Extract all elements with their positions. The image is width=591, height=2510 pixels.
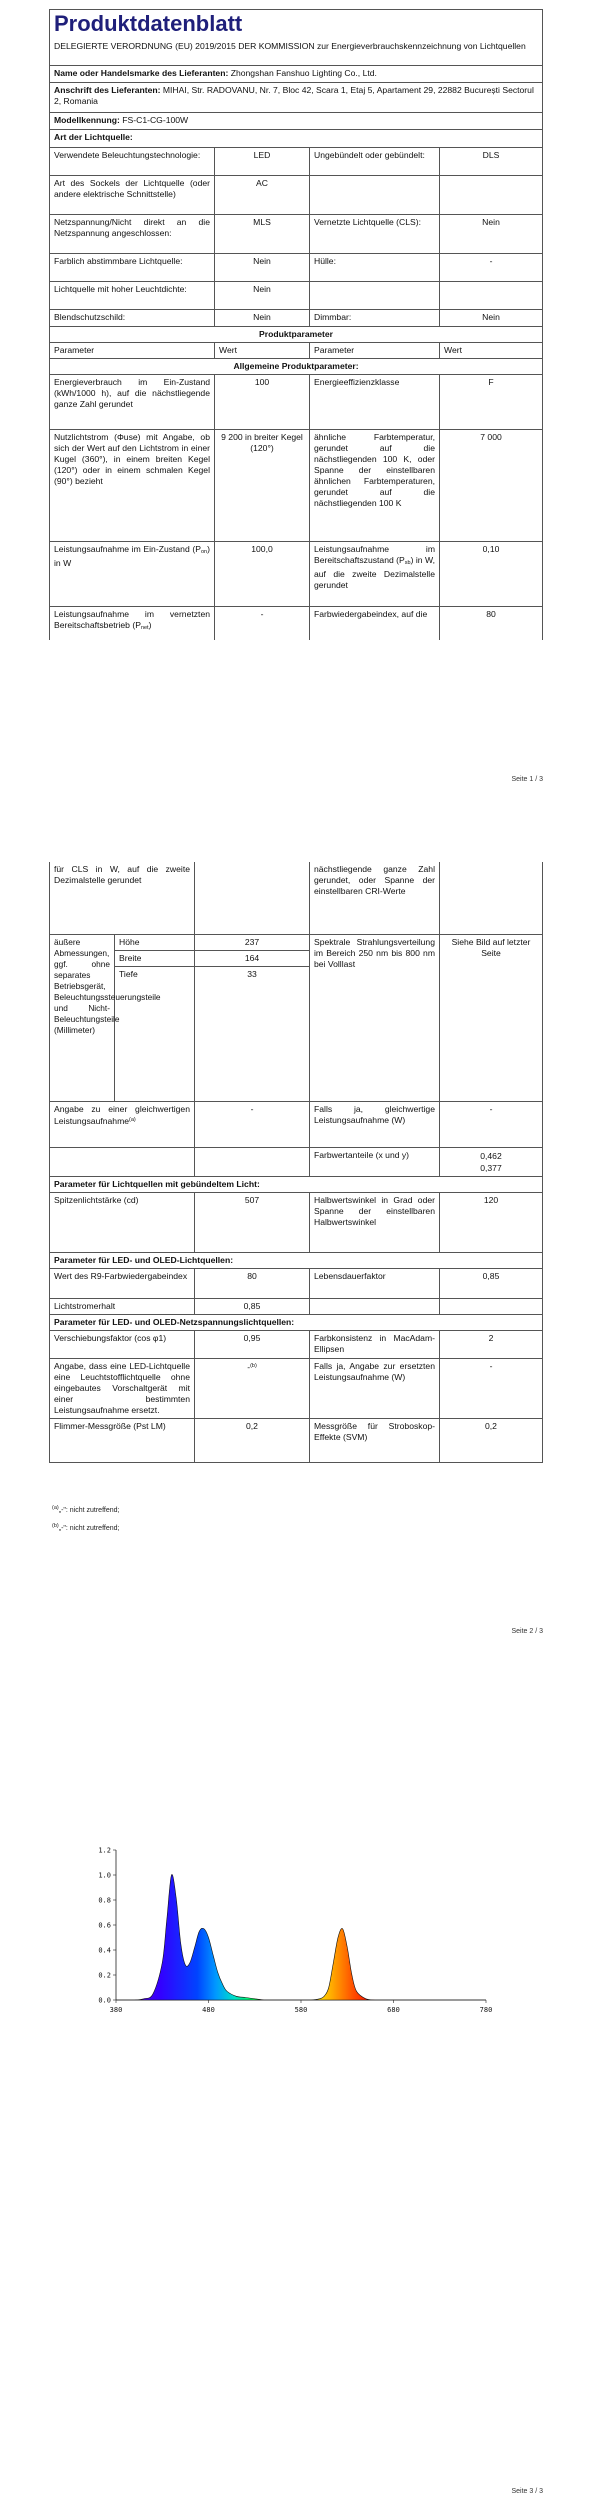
high-luminance-label: Lichtquelle mit hoher Leuchtdichte: bbox=[50, 281, 215, 309]
lumen-maintenance-label: Lichtstromerhalt bbox=[50, 1299, 195, 1315]
connected-value: Nein bbox=[440, 214, 543, 253]
networked-standby-value: - bbox=[215, 606, 310, 640]
x-tick-label: 480 bbox=[202, 2006, 215, 2014]
y-tick-label: 0.8 bbox=[98, 1896, 111, 1905]
connected-label: Vernetzte Lichtquelle (CLS): bbox=[310, 214, 440, 253]
fluorescent-replacement-label: Angabe, dass eine LED-Lichtquelle eine Leuchtstofflichtquelle ohne eingebautes Vorschaltgerät mit einer bestimmten Leistungsaufnahme ersetzt. bbox=[50, 1359, 195, 1419]
spectral-label: Spektrale Strahlungsverteilung im Bereich 250 nm bis 800 nm bei Volllast bbox=[310, 934, 440, 1102]
col-header-value: Wert bbox=[215, 342, 310, 358]
energy-class-value: F bbox=[440, 374, 543, 429]
socket-label: Art des Sockels der Lichtquelle (oder andere elektrische Schnittstelle) bbox=[50, 175, 215, 214]
y-tick-label: 1.2 bbox=[98, 1846, 111, 1855]
flicker-value: 0,2 bbox=[195, 1419, 310, 1463]
macadam-value: 2 bbox=[440, 1331, 543, 1359]
x-tick-label: 380 bbox=[109, 2006, 123, 2014]
dimmable-value: Nein bbox=[440, 309, 543, 326]
chromaticity-value bbox=[440, 1148, 543, 1177]
x-tick-label: 580 bbox=[294, 2006, 308, 2014]
envelope-label: Hülle: bbox=[310, 253, 440, 281]
height-label: Höhe bbox=[115, 934, 195, 950]
dimmable-label: Dimmbar: bbox=[310, 309, 440, 326]
y-tick-label: 0.2 bbox=[98, 1971, 111, 1980]
energy-value: 100 bbox=[215, 374, 310, 429]
y-tick-label: 0.4 bbox=[98, 1946, 111, 1955]
useful-flux-label: Nutzlichtstrom (Φuse) mit Angabe, ob sich der Wert auf den Lichtstrom in einer Kugel (360°), in einem breiten Kegel (120°) oder in einem schmalen Kegel (90°) bezieht bbox=[50, 429, 215, 541]
page-number-3: Seite 3 / 3 bbox=[511, 2488, 543, 2495]
product-sheet-table-1 bbox=[49, 9, 543, 640]
cri-label: Farbwiedergabeindex, auf die bbox=[310, 606, 440, 640]
y-tick-label: 0.0 bbox=[98, 1996, 111, 2005]
mains-value: MLS bbox=[215, 214, 310, 253]
beam-angle-label: Halbwertswinkel in Grad oder Spanne der einstellbaren Halbwertswinkel bbox=[310, 1193, 440, 1253]
depth-value: 33 bbox=[195, 966, 310, 982]
equivalent-power-value: - bbox=[195, 1102, 310, 1148]
r9-label: Wert des R9-Farbwiedergabeindex bbox=[50, 1269, 195, 1299]
standby-power-label: Leistungsaufnahme im Bereitschaftszustand (Psb) in W, auf die zweite Dezimalstelle gerundet bbox=[310, 541, 440, 606]
supplier-address-label: Anschrift des Lieferanten: bbox=[54, 84, 161, 95]
model-row bbox=[50, 112, 543, 129]
anti-glare-value: Nein bbox=[215, 309, 310, 326]
supplier-name-row bbox=[50, 65, 543, 82]
page-3 bbox=[0, 1650, 591, 2510]
page-number-2: Seite 2 / 3 bbox=[511, 1628, 543, 1635]
spectral-value: Siehe Bild auf letzter Seite bbox=[440, 934, 543, 1102]
section-led-mains: Parameter für LED- und OLED-Netzspannungslichtquellen: bbox=[50, 1315, 543, 1331]
standby-power-value: 0,10 bbox=[440, 541, 543, 606]
tech-value: LED bbox=[215, 147, 310, 175]
cct-label: ähnliche Farbtemperatur, gerundet auf die nächstliegenden 100 K, oder Spanne der einstellbaren ähnlichen Farbtemperaturen, gerundet auf die nächstliegenden 100 K bbox=[310, 429, 440, 541]
equivalent-power-yes-value: - bbox=[440, 1102, 543, 1148]
tunable-value: Nein bbox=[215, 253, 310, 281]
networked-standby-label-cont: für CLS in W, auf die zweite Dezimalstelle gerundet bbox=[50, 862, 195, 934]
fluorescent-replacement-value: -$^{(b)}$ bbox=[195, 1359, 310, 1419]
x-tick-label: 780 bbox=[479, 2006, 493, 2014]
flicker-label: Flimmer-Messgröße (Pst LM) bbox=[50, 1419, 195, 1463]
page-title: Produktdatenblatt bbox=[50, 10, 543, 40]
r9-value: 80 bbox=[195, 1269, 310, 1299]
on-mode-power-label: Leistungsaufnahme im Ein-Zustand (Pon) in W bbox=[50, 541, 215, 606]
displacement-factor-value: 0,95 bbox=[195, 1331, 310, 1359]
envelope-value: - bbox=[440, 253, 543, 281]
page-number-1: Seite 1 / 3 bbox=[511, 776, 543, 783]
section-led-oled: Parameter für LED- und OLED-Lichtquellen: bbox=[50, 1253, 543, 1269]
networked-standby-label: Leistungsaufnahme im vernetzten Bereitschaftsbetrieb (Pnet) bbox=[50, 606, 215, 640]
replacement-power-value: - bbox=[440, 1359, 543, 1419]
col-header-parameter: Parameter bbox=[50, 342, 215, 358]
supplier-address: MIHAI, Str. RADOVANU, Nr. 7, Bloc 42, Scara 1, Etaj 5, Apartament 29, 22882 București Sectorul 2, Romania bbox=[54, 84, 534, 106]
displacement-factor-label: Verschiebungsfaktor (cos φ1) bbox=[50, 1331, 195, 1359]
model-label: Modellkennung: bbox=[54, 114, 120, 125]
model-id: FS-C1-CG-100W bbox=[122, 114, 189, 125]
svm-label: Messgröße für Stroboskop-Effekte (SVM) bbox=[310, 1419, 440, 1463]
height-value: 237 bbox=[195, 934, 310, 950]
svm-value: 0,2 bbox=[440, 1419, 543, 1463]
tunable-label: Farblich abstimmbare Lichtquelle: bbox=[50, 253, 215, 281]
unbundled-value: DLS bbox=[440, 147, 543, 175]
width-label: Breite bbox=[115, 950, 195, 966]
replacement-power-label: Falls ja, Angabe zur ersetzten Leistungsaufnahme (W) bbox=[310, 1359, 440, 1419]
chromaticity-label: Farbwertanteile (x und y) bbox=[310, 1148, 440, 1177]
survival-factor-label: Lebensdauerfaktor bbox=[310, 1269, 440, 1299]
x-tick-label: 680 bbox=[387, 2006, 400, 2014]
section-light-source-type: Art der Lichtquelle: bbox=[50, 129, 543, 147]
section-general-parameters: Allgemeine Produktparameter: bbox=[50, 358, 543, 374]
y-tick-label: 0.6 bbox=[98, 1921, 111, 1930]
supplier-address-row bbox=[50, 82, 543, 112]
chromaticity-x: 0,462 bbox=[480, 1151, 502, 1161]
section-directional: Parameter für Lichtquellen mit gebündeltem Licht: bbox=[50, 1177, 543, 1193]
survival-factor-value: 0,85 bbox=[440, 1269, 543, 1299]
col-header-value-2: Wert bbox=[440, 342, 543, 358]
on-mode-power-value: 100,0 bbox=[215, 541, 310, 606]
beam-angle-value: 120 bbox=[440, 1193, 543, 1253]
anti-glare-label: Blendschutzschild: bbox=[50, 309, 215, 326]
useful-flux-value: 9 200 in breiter Kegel (120°) bbox=[215, 429, 310, 541]
depth-label: Tiefe bbox=[115, 966, 195, 982]
cct-value: 7 000 bbox=[440, 429, 543, 541]
mains-label: Netzspannung/Nicht direkt an die Netzspannung angeschlossen: bbox=[50, 214, 215, 253]
page-1 bbox=[0, 0, 591, 790]
spectrum-area bbox=[116, 1874, 486, 2000]
macadam-label: Farbkonsistenz in MacAdam-Ellipsen bbox=[310, 1331, 440, 1359]
high-luminance-value: Nein bbox=[215, 281, 310, 309]
width-value: 164 bbox=[195, 950, 310, 966]
spectral-distribution-chart bbox=[88, 1840, 508, 2020]
supplier-name: Zhongshan Fanshuo Lighting Co., Ltd. bbox=[230, 67, 377, 78]
unbundled-label: Ungebündelt oder gebündelt: bbox=[310, 147, 440, 175]
col-header-parameter-2: Parameter bbox=[310, 342, 440, 358]
outer-dimensions-label: äußere Abmessungen, ggf. ohne separates Betriebsgerät, Beleuchtungssteuerungsteile und Nicht-Beleuchtungsteile (Millimeter) bbox=[50, 934, 115, 1102]
cri-label-cont: nächstliegende ganze Zahl gerundet, oder Spanne der einstellbaren CRI-Werte bbox=[310, 862, 440, 934]
section-product-parameters: Produktparameter bbox=[50, 326, 543, 342]
cri-value: 80 bbox=[440, 606, 543, 640]
page-2 bbox=[0, 790, 591, 1650]
supplier-name-label: Name oder Handelsmarke des Lieferanten: bbox=[54, 67, 229, 78]
y-tick-label: 1.0 bbox=[98, 1871, 111, 1880]
tech-label: Verwendete Beleuchtungstechnologie: bbox=[50, 147, 215, 175]
footnote-a: $^{(a)}$„-": nicht zutreffend; bbox=[52, 1505, 120, 1514]
equivalent-power-label: Angabe zu einer gleichwertigen Leistungsaufnahme$^{(a)}$ bbox=[50, 1102, 195, 1148]
regulation-text: DELEGIERTE VERORDNUNG (EU) 2019/2015 DER KOMMISSION zur Energieverbrauchskennzeichnung von Lichtquellen bbox=[50, 39, 543, 65]
peak-intensity-label: Spitzenlichtstärke (cd) bbox=[50, 1193, 195, 1253]
energy-class-label: Energieeffizienzklasse bbox=[310, 374, 440, 429]
energy-label: Energieverbrauch im Ein-Zustand (kWh/1000 h), auf die nächstliegende ganze Zahl gerundet bbox=[50, 374, 215, 429]
socket-value: AC bbox=[215, 175, 310, 214]
lumen-maintenance-value: 0,85 bbox=[195, 1299, 310, 1315]
footnote-b: $^{(b)}$„-": nicht zutreffend; bbox=[52, 1523, 120, 1532]
product-sheet-table-2 bbox=[49, 862, 543, 1463]
chromaticity-y: 0,377 bbox=[480, 1163, 502, 1173]
peak-intensity-value: 507 bbox=[195, 1193, 310, 1253]
equivalent-power-yes-label: Falls ja, gleichwertige Leistungsaufnahme (W) bbox=[310, 1102, 440, 1148]
